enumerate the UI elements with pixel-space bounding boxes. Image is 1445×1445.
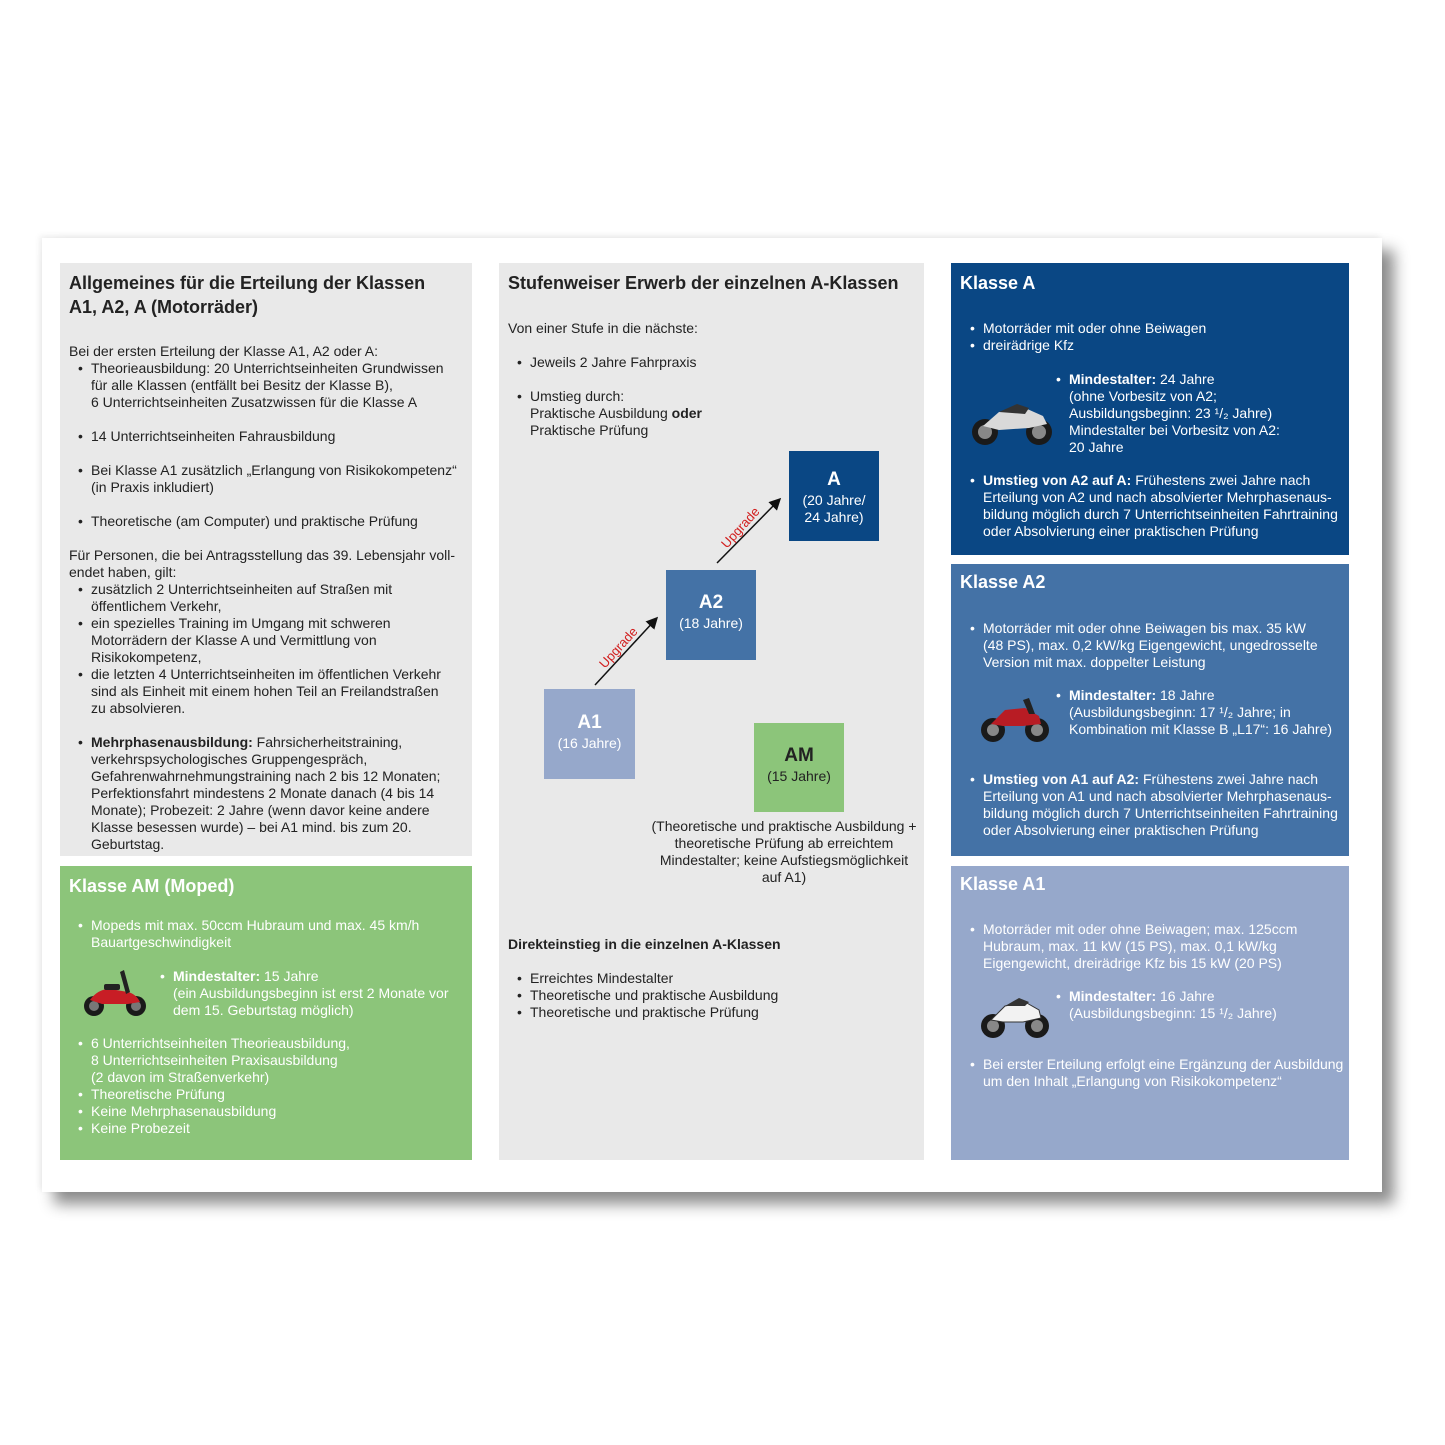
klasse-a-panel	[951, 263, 1349, 555]
am-note: (Theoretische und praktische Ausbildung + theoretische Prüfung ab erreichtem Mindestalter; keine Aufstiegsmöglichkeit auf A1)	[651, 818, 917, 885]
list-item: • Umstieg von A1 auf A2: Frühestens zwei Jahre nach Erteilung von A1 und nach absolvierter Mehrphasenaus- bildung möglich durch 7 Unterrichtseinheiten Fahrtraining oder Absolvierung einer praktischen Prüfung	[970, 771, 1348, 839]
klasse-am-title: Klasse AM (Moped)	[69, 876, 235, 896]
step-box-a1: A1 (16 Jahre)	[544, 689, 635, 779]
step-box-a2: A2 (18 Jahre)	[666, 570, 756, 660]
motorcycle-a-icon	[969, 398, 1055, 448]
klasse-a2-upgrade	[970, 771, 1348, 839]
klasse-am-body	[78, 917, 468, 951]
list-item: • Mopeds mit max. 50ccm Hubraum und max. 45 km/h Bauartgeschwindigkeit	[78, 917, 468, 951]
motorcycle-a1-icon	[979, 990, 1051, 1042]
list-item: • dreirädrige Kfz	[970, 337, 1345, 354]
upgrade-label-2: Upgrade	[718, 503, 763, 552]
klasse-am-panel	[60, 866, 472, 1160]
step-box-a: A (20 Jahre/ 24 Jahre)	[789, 451, 879, 541]
stepwise-intro: Von einer Stufe in die nächste: • Jeweils 2 Jahre Fahrpraxis • Umstieg durch: Praktische Ausbildung oder Praktische Prüfung	[508, 320, 908, 439]
age-39-list	[78, 581, 467, 853]
list-item: • Motorräder mit oder ohne Beiwagen bis max. 35 kW (48 PS), max. 0,2 kW/kg Eigengewicht, ungedrosselte Version mit max. doppelter Leistung	[970, 620, 1345, 671]
list-item: • Motorräder mit oder ohne Beiwagen	[970, 320, 1345, 337]
list-item: • Theorieausbildung: 20 Unterrichtseinheiten Grundwissen für alle Klassen (entfällt bei Besitz der Klasse B), 6 Unterrichtseinheiten Zusatzwissen für die Klasse A	[78, 360, 467, 411]
list-item: • Mindestalter: 16 Jahre (Ausbildungsbeginn: 15 ¹/₂ Jahre)	[1056, 988, 1346, 1022]
list-item: • Mehrphasenausbildung: Fahrsicherheitstraining, verkehrspsychologisches Gruppengespräch, Gefahrenwahrnehmungstraining nach 2 bis 12 Monaten; Perfektionsfahrt mindestens 2 Monate danach (4 bis 14 Monate); Probezeit: 2 Jahre (wenn davor keine andere Klasse besessen wurde) – bei A1 mind. bis zum 20. Geburtstag.	[78, 734, 467, 853]
general-info-body: Bei der ersten Erteilung der Klasse A1, A2 oder A: • Theorieausbildung: 20 Unterrichtseinheiten Grundwissen für alle Klassen (entfällt bei Besitz der Klasse B), 6 Unterrichtseinheiten Zusatzwissen für die Klasse A • 14 Unterrichtseinheiten Fahrausbildung • Bei Klasse A1 zusätzlich „Erlangung von Risikokompetenz“ (in Praxis inkludiert) • Theoretische (am Computer) und praktische Prüfung Für Personen, die bei Antragsstellung das 39. Lebensjahr voll- endet haben, gilt: • zusätzlich 2 Unterrichtseinheiten auf Straßen mit öffentlichem Verkehr, • ein spezielles Training im Umgang mit schweren Motorrädern der Klasse A und Vermittlung von Risikokompetenz, • die letzten 4 Unterrichtseinheiten im öffentlichen Verkehr sind als Einheit mit einem hohen Teil an Freilandstraßen zu absolvieren. • Mehrphasenausbildung: Fahrsicherheitstraining, verkehrspsychologisches Gruppengespräch, Gefahrenwahrnehmungstraining nach 2 bis 12 Monaten; Perfektionsfahrt mindestens 2 Monate danach (4 bis 14 Monate); Probezeit: 2 Jahre (wenn davor keine andere Klasse besessen wurde) – bei A1 mind. bis zum 20. Geburtstag.	[69, 343, 467, 853]
klasse-a2-list	[970, 620, 1345, 671]
klasse-am-min-age	[160, 968, 470, 1019]
stepwise-title: Stufenweiser Erwerb der einzelnen A-Klassen	[508, 273, 899, 293]
klasse-a2-panel	[951, 564, 1349, 856]
list-item: • Umstieg durch: Praktische Ausbildung oder Praktische Prüfung	[517, 388, 908, 439]
list-item: • Theoretische (am Computer) und praktische Prüfung	[78, 513, 467, 530]
age-39-intro: Für Personen, die bei Antragsstellung das 39. Lebensjahr voll- endet haben, gilt:	[69, 547, 456, 580]
klasse-a2-min-age	[1056, 687, 1346, 738]
list-item: • Bei Klasse A1 zusätzlich „Erlangung von Risikokompetenz“ (in Praxis inkludiert)	[78, 462, 467, 496]
list-item: • Keine Mehrphasenausbildung	[78, 1103, 468, 1120]
klasse-a1-supplement	[970, 1056, 1348, 1090]
list-item: • Erreichtes Mindestalter	[517, 970, 908, 987]
klasse-a-min-age	[1056, 371, 1346, 456]
list-item: • 14 Unterrichtseinheiten Fahrausbildung	[78, 428, 467, 445]
list-item: • Mindestalter: 18 Jahre (Ausbildungsbeginn: 17 ¹/₂ Jahre; in Kombination mit Klasse B „L17“: 16 Jahre)	[1056, 687, 1346, 738]
list-item: • Bei erster Erteilung erfolgt eine Ergänzung der Ausbildung um den Inhalt „Erlangung von Risikokompetenz“	[970, 1056, 1348, 1090]
step-box-am: AM (15 Jahre)	[754, 723, 844, 812]
list-item: • Theoretische und praktische Prüfung	[517, 1004, 908, 1021]
klasse-a1-list	[970, 921, 1345, 972]
list-item: • die letzten 4 Unterrichtseinheiten im öffentlichen Verkehr sind als Einheit mit einem hohen Teil an Freilandstraßen zu absolvieren.	[78, 666, 467, 717]
klasse-a1-min-age	[1056, 988, 1346, 1022]
klasse-a-upgrade	[970, 472, 1348, 540]
general-info-list	[78, 360, 467, 530]
list-item: • ein spezielles Training im Umgang mit schweren Motorrädern der Klasse A und Vermittlung von Risikokompetenz,	[78, 615, 467, 666]
upgrade-label-1: Upgrade	[596, 623, 641, 672]
klasse-a1-title: Klasse A1	[960, 874, 1046, 894]
moped-icon	[80, 964, 150, 1020]
stepwise-panel	[499, 263, 924, 1160]
list-item: • Umstieg von A2 auf A: Frühestens zwei Jahre nach Erteilung von A2 und nach absolvierter Mehrphasenaus- bildung möglich durch 7 Unterrichtseinheiten Fahrtraining oder Absolvierung einer praktischen Prüfung	[970, 472, 1348, 540]
klasse-a-title: Klasse A	[960, 273, 1036, 293]
general-info-title: Allgemeines für die Erteilung der Klassen A1, A2, A (Motorräder)	[69, 273, 426, 317]
direct-entry: Direkteinstieg in die einzelnen A-Klassen • Erreichtes Mindestalter • Theoretische und praktische Ausbildung • Theoretische und praktische Prüfung	[508, 936, 908, 1021]
list-item: • Motorräder mit oder ohne Beiwagen; max. 125ccm Hubraum, max. 11 kW (15 PS), max. 0,1 kW/kg Eigengewicht, dreirädrige Kfz bis 15 kW (20 PS)	[970, 921, 1345, 972]
list-item: • Keine Probezeit	[78, 1120, 468, 1137]
klasse-a1-panel	[951, 866, 1349, 1160]
klasse-am-list	[78, 1035, 468, 1137]
klasse-a-list	[970, 320, 1345, 354]
list-item: • Theoretische und praktische Ausbildung	[517, 987, 908, 1004]
list-item: • Mindestalter: 24 Jahre (ohne Vorbesitz von A2; Ausbildungsbeginn: 23 ¹/₂ Jahre) Mindestalter bei Vorbesitz von A2: 20 Jahre	[1056, 371, 1346, 456]
motorcycle-a2-icon	[979, 692, 1051, 746]
list-item: • Theoretische Prüfung	[78, 1086, 468, 1103]
general-info-panel	[60, 263, 472, 856]
list-item: • 6 Unterrichtseinheiten Theorieausbildung, 8 Unterrichtseinheiten Praxisausbildung (2 davon im Straßenverkehr)	[78, 1035, 468, 1086]
list-item: • Mindestalter: 15 Jahre (ein Ausbildungsbeginn ist erst 2 Monate vor dem 15. Geburtstag möglich)	[160, 968, 470, 1019]
klasse-a2-title: Klasse A2	[960, 572, 1046, 592]
list-item: • Jeweils 2 Jahre Fahrpraxis	[517, 354, 908, 371]
list-item: • zusätzlich 2 Unterrichtseinheiten auf Straßen mit öffentlichem Verkehr,	[78, 581, 467, 615]
